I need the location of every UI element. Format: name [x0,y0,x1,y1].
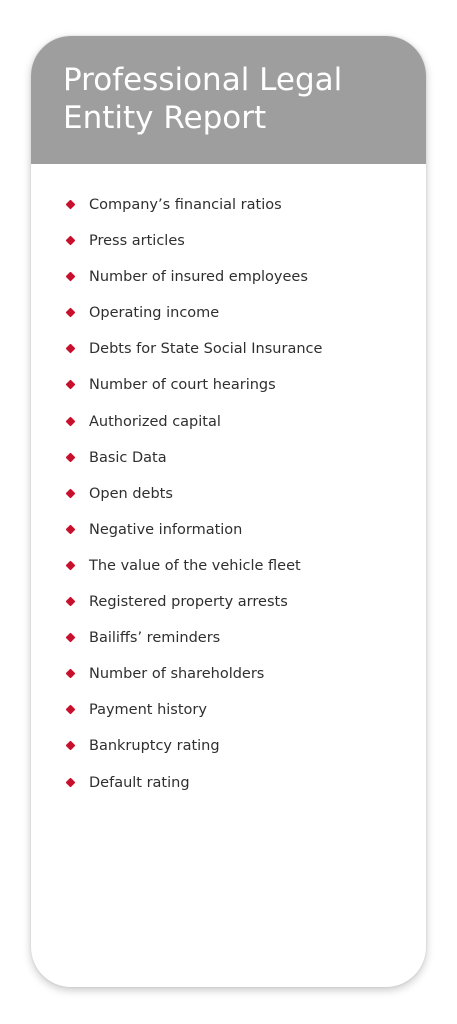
feature-label: Authorized capital [89,413,221,430]
card-title: Professional Legal Entity Report [63,62,343,136]
bullet-icon [66,741,76,751]
card-header [31,36,426,164]
feature-label: Operating income [89,305,220,322]
bullet-icon [66,597,76,607]
feature-label: Number of court hearings [89,377,276,394]
feature-label: Negative information [89,521,243,538]
bullet-icon [66,308,76,318]
feature-label: Bankruptcy rating [89,738,220,755]
feature-label: Registered property arrests [89,594,288,611]
feature-label: Debts for State Social Insurance [89,341,323,358]
bullet-icon [66,560,76,570]
bullet-icon [66,669,76,679]
feature-label: Bailiffs’ reminders [89,630,221,647]
bullet-icon [66,633,76,643]
bullet-icon [66,452,76,462]
bullet-icon [66,777,76,787]
feature-label: Number of insured employees [89,269,308,286]
feature-label: The value of the vehicle fleet [89,557,301,574]
feature-label: Default rating [89,774,190,791]
bullet-icon [66,272,76,282]
feature-label: Number of shareholders [89,666,265,683]
bullet-icon [66,200,76,210]
bullet-icon [66,344,76,354]
bullet-icon [66,416,76,426]
bullet-icon [66,705,76,715]
bullet-icon [66,380,76,390]
feature-label: Payment history [89,702,207,719]
bullet-icon [66,524,76,534]
feature-label: Open debts [89,485,173,502]
feature-label: Press articles [89,233,185,250]
bullet-icon [66,236,76,246]
bullet-icon [66,488,76,498]
report-card [31,36,426,987]
feature-label: Basic Data [89,449,167,466]
feature-label: Company’s financial ratios [89,197,282,213]
